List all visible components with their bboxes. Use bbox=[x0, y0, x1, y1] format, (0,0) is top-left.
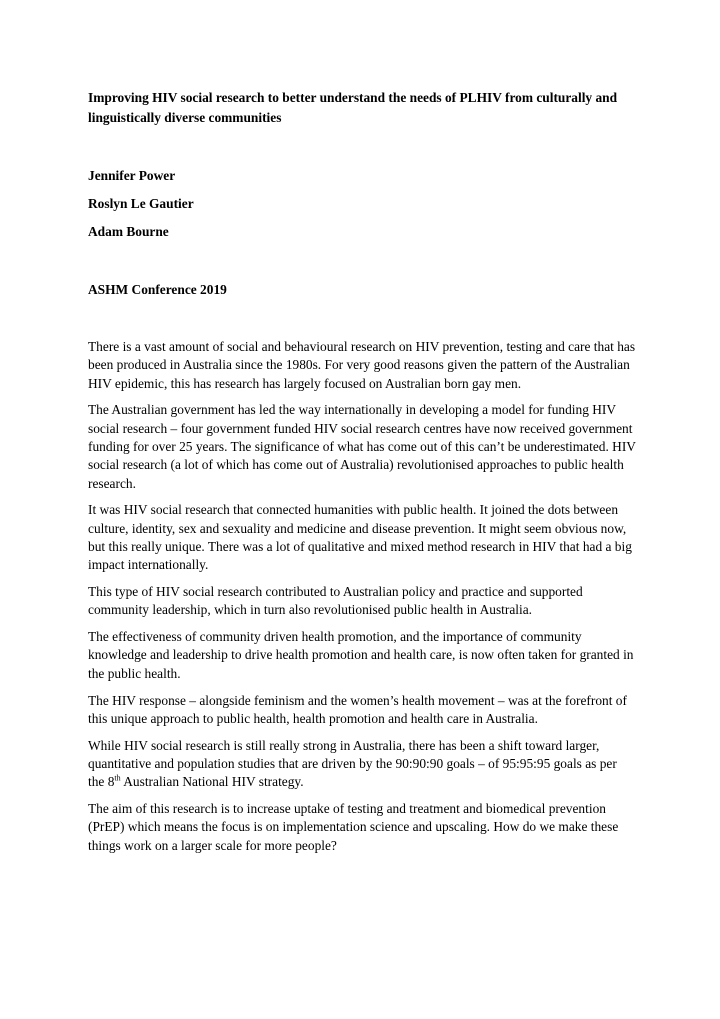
body-paragraph: The HIV response – alongside feminism and the women’s health movement – was at the forefront of this unique approach to public health, health promotion and health care in Australia. bbox=[88, 692, 627, 726]
conference-name: ASHM Conference 2019 bbox=[88, 282, 227, 297]
author-name: Roslyn Le Gautier bbox=[88, 196, 194, 211]
strategy-text-before: While HIV social research is still really strong in Australia, there has been a shift toward larger, quantitative and population studies that are driven by the 90:90:90 goals – of 95:95:95 goals as per the 8 bbox=[88, 737, 617, 790]
author-name: Jennifer Power bbox=[88, 168, 176, 183]
ordinal-superscript: th bbox=[114, 773, 121, 783]
body-paragraph: This type of HIV social research contributed to Australian policy and practice and supported community leadership, which in turn also revolutionised public health in Australia. bbox=[88, 584, 583, 618]
author-list bbox=[88, 166, 636, 242]
body-paragraph: There is a vast amount of social and behavioural research on HIV prevention, testing and care that has been produced in Australia since the 1980s. For very good reasons given the pattern of the Australian HIV epidemic, this has research has largely focused on Australian born gay men. bbox=[88, 339, 636, 391]
document-body bbox=[88, 86, 636, 863]
body-paragraph: The effectiveness of community driven health promotion, and the importance of community knowledge and leadership to drive health promotion and health care, is now often taken for granted in the public health. bbox=[88, 629, 634, 681]
author-name: Adam Bourne bbox=[88, 224, 169, 239]
document-title: Improving HIV social research to better understand the needs of PLHIV from culturally and linguistically diverse communities bbox=[88, 90, 618, 125]
closing-paragraph: The aim of this research is to increase uptake of testing and treatment and biomedical prevention (PrEP) which means the focus is on implementation science and upscaling. How do we make these things work on a larger scale for more people? bbox=[88, 801, 619, 853]
body-paragraph: It was HIV social research that connected humanities with public health. It joined the dots between culture, identity, sex and sexuality and medicine and disease prevention. It might seem obvious now, but this really unique. There was a lot of qualitative and mixed method research in HIV that had a big impact internationally. bbox=[88, 502, 632, 573]
body-paragraph: The Australian government has led the way internationally in developing a model for funding HIV social research – four government funded HIV social research centres have now received government funding for over 25 years. The significance of what has come out of this can’t be underestimated. HIV social research (a lot of which has come out of Australia) revolutionised approaches to public health research. bbox=[88, 402, 636, 491]
strategy-text-after: Australian National HIV strategy. bbox=[120, 774, 304, 790]
strategy-paragraph bbox=[88, 737, 636, 792]
